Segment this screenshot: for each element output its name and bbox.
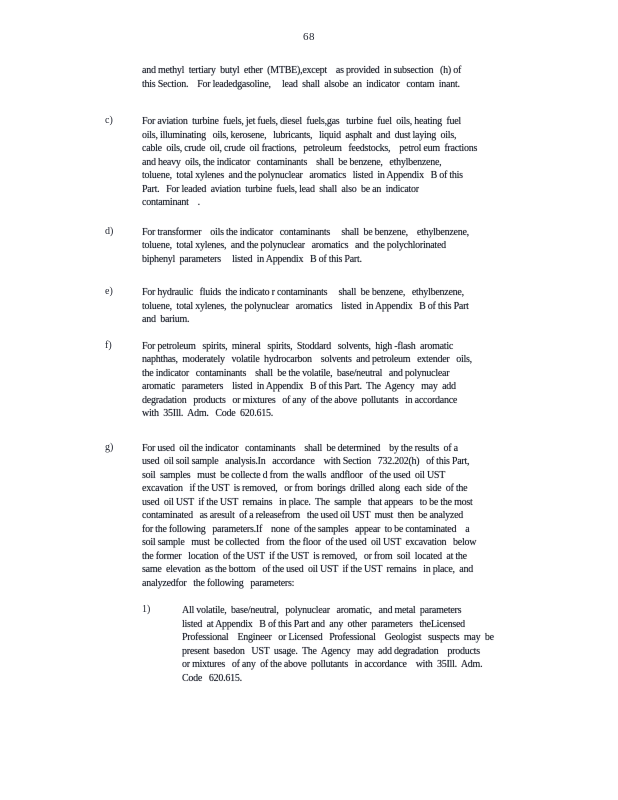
section-c	[105, 115, 544, 210]
list-item-label: 1)	[142, 604, 151, 615]
text-line: with 35Ill. Adm. Code 620.615.	[142, 408, 273, 419]
text-line: toluene, total xylenes, and the polynuclear aromatics and the polychlorinated	[142, 240, 446, 251]
section-e	[105, 286, 544, 327]
text-line: soil samples must be collecte d from the walls andfloor of the used oil UST	[142, 469, 446, 481]
text-line: biphenyl parameters listed in Appendix B of this Part.	[142, 253, 362, 265]
text-line: For transformer oils the indicator contaminants shall be benzene, ethylbenzene,	[142, 226, 469, 238]
text-line: contaminant .	[142, 197, 200, 208]
text-line: the indicator contaminants shall be the volatile, base/neutral and polynuclear	[142, 367, 450, 379]
text-line: the former location of the UST if the UST is removed, or from soil located at the	[142, 550, 467, 562]
text-line: same elevation as the bottom of the used oil UST if the UST remains in place, and	[142, 564, 473, 575]
text-line: present basedon UST usage. The Agency may add degradation products	[182, 645, 480, 657]
text-line: analyzedfor the following parameters:	[142, 577, 295, 589]
section-label: f)	[105, 339, 112, 351]
text-line: For hydraulic fluids the indicato r contaminants shall be benzene, ethylbenzene,	[142, 287, 464, 298]
list-item-1	[142, 604, 544, 685]
text-line: Professional Engineer or Licensed Professional Geologist suspects may be	[182, 632, 494, 643]
section-f	[105, 339, 544, 421]
text-line: For aviation turbine fuels, jet fuels, diesel fuels,gas turbine fuel oils, heating fuel	[142, 116, 461, 127]
text-line: Code 620.615.	[182, 672, 242, 684]
text-line: All volatile, base/neutral, polynuclear aromatic, and metal parameters	[182, 605, 462, 616]
text-line: toluene, total xylenes, the polynuclear aromatics listed in Appendix B of this Part	[142, 300, 469, 312]
text-line: For used oil the indicator contaminants shall be determined by the results of a	[142, 442, 458, 454]
intro-paragraph	[142, 64, 544, 91]
text-line: oils, illuminating oils, kerosene, lubricants, liquid asphalt and dust laying oils,	[142, 129, 457, 141]
text-line: contaminated as aresult of a releasefrom the used oil UST must then be analyzed	[142, 510, 464, 521]
text-line: for the following parameters.If none of the samples appear to be contaminated a	[142, 523, 470, 535]
text-line: used oil soil sample analysis.In accordance with Section 732.202(h) of this Part,	[142, 456, 470, 467]
text-line: degradation products or mixtures of any of the above pollutants in accordance	[142, 394, 458, 406]
text-line: aromatic parameters listed in Appendix B of this Part. The Agency may add	[142, 381, 456, 392]
text-line: toluene, total xylenes and the polynuclear aromatics listed in Appendix B of this	[142, 170, 463, 181]
section-label: e)	[105, 286, 113, 297]
section-label: g)	[105, 441, 114, 453]
section-d	[105, 225, 544, 267]
text-line: listed at Appendix B of this Part and any other parameters theLicensed	[182, 618, 465, 630]
page-body	[105, 64, 544, 685]
text-line: and heavy oils, the indicator contaminants shall be benzene, ethylbenzene,	[142, 156, 442, 168]
text-line: or mixtures of any of the above pollutants in accordance with 35Ill. Adm.	[182, 659, 483, 670]
text-line: cable oils, crude oil, crude oil fractions, petroleum feedstocks, petrol eum fractions	[142, 143, 478, 154]
text-line: Part. For leaded aviation turbine fuels, lead shall also be an indicator	[142, 183, 419, 195]
section-label: c)	[105, 115, 113, 126]
section-g	[105, 441, 544, 591]
text-line: and barium.	[142, 314, 190, 325]
text-line: excavation if the UST is removed, or from borings drilled along each side of the	[142, 483, 468, 494]
text-line: this Section. For leadedgasoline, lead shall alsobe an indicator contam inant.	[142, 78, 460, 90]
text-line: naphthas, moderately volatile hydrocarbon solvents and petroleum extender oils,	[142, 354, 472, 365]
text-line: For petroleum spirits, mineral spirits, Stoddard solvents, high -flash aromatic	[142, 340, 454, 352]
section-label: d)	[105, 225, 114, 237]
text-line: used oil UST if the UST remains in place. The sample that appears to be the most	[142, 496, 473, 508]
text-line: and methyl tertiary butyl ether (MTBE),except as provided in subsection (h) of	[142, 65, 462, 76]
text-line: soil sample must be collected from the floor of the used oil UST excavation below	[142, 537, 477, 548]
page-number: 68	[303, 31, 315, 43]
